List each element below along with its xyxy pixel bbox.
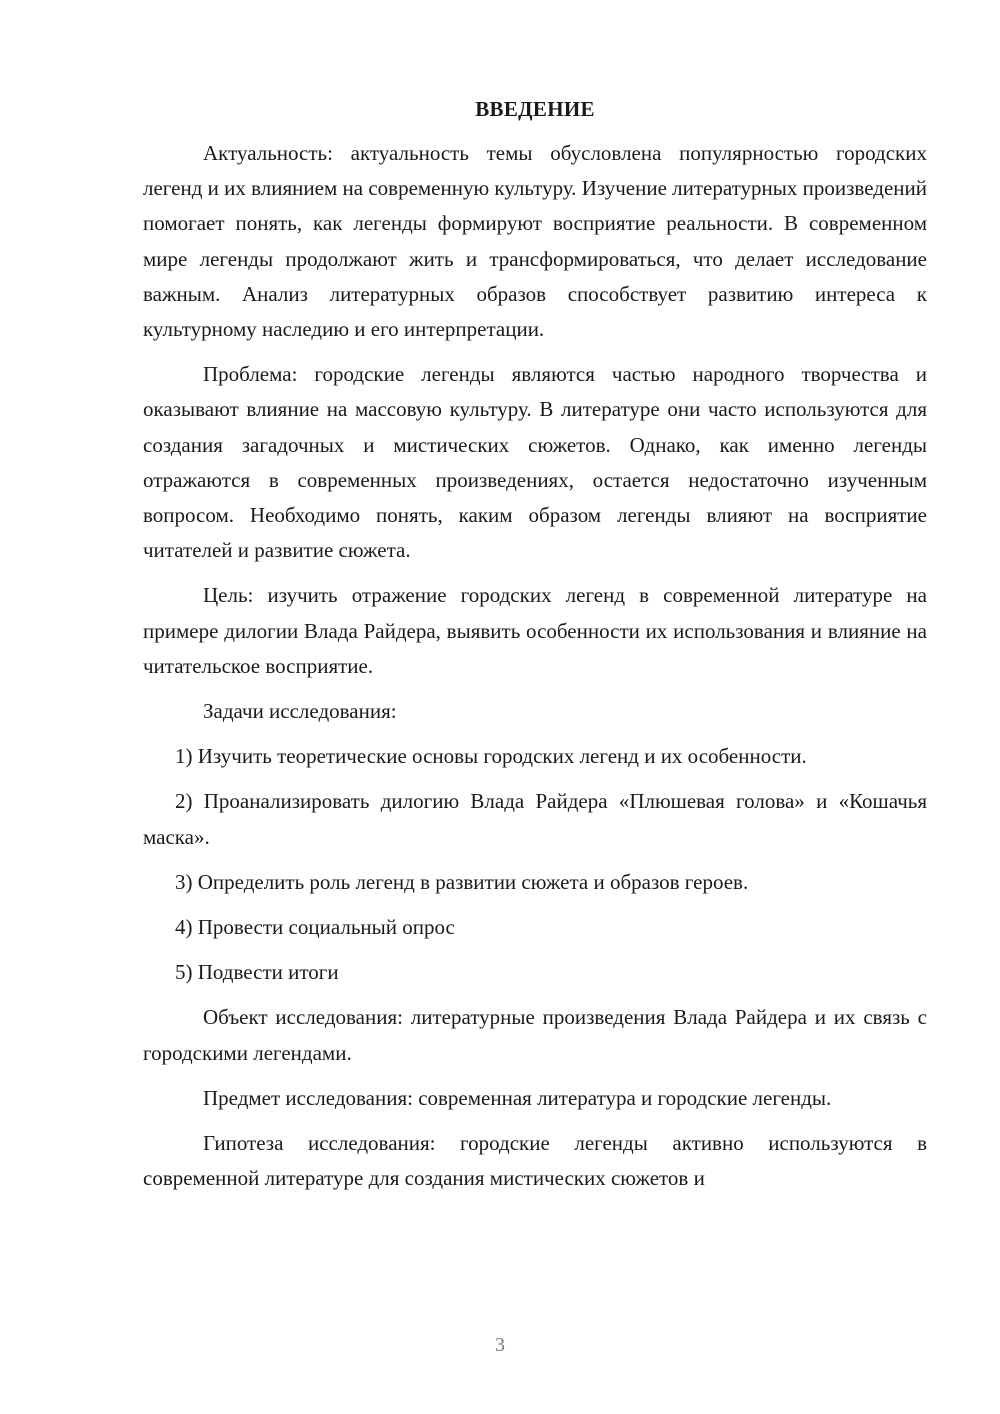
task-item: 1) Изучить теоретические основы городских легенд и их особенности. — [175, 744, 807, 769]
goal-paragraph: Цель: изучить отражение городских легенд в современной литературе на примере дилогии Влада Райдера, выявить особенности их использования и влияние на читательское восприятие. — [143, 583, 927, 678]
page-title: ВВЕДЕНИЕ — [475, 97, 595, 121]
task-item: 3) Определить роль легенд в развитии сюжета и образов героев. — [175, 869, 749, 894]
relevance-paragraph: Актуальность: актуальность темы обусловлена популярностью городских легенд и их влиянием на современную культуру. Изучение литературных произведений помогает понять, как легенды формируют восприятие реальности. В современном мире легенды продолжают жить и трансформироваться, что делает исследование важным. Анализ литературных образов способствует развитию интереса к культурному наследию и его интерпретации. — [143, 141, 927, 342]
tasks-heading: Задачи исследования: — [203, 699, 397, 724]
task-item: 4) Провести социальный опрос — [175, 915, 455, 940]
problem-paragraph: Проблема: городские легенды являются частью народного творчества и оказывают влияние на массовую культуру. В литературе они часто используются для создания загадочных и мистических сюжетов. Однако, как именно легенды отражаются в современных произведениях, остается недостаточно изученным вопросом. Необходимо понять, каким образом легенды влияют на восприятие читателей и развитие сюжета. — [143, 362, 927, 563]
object-paragraph: Объект исследования: литературные произведения Влада Райдера и их связь с городскими легендами. — [143, 1005, 927, 1065]
subject-paragraph: Предмет исследования: современная литература и городские легенды. — [203, 1085, 832, 1110]
page-number: 3 — [495, 1334, 505, 1356]
task-item: 2) Проанализировать дилогию Влада Райдера «Плюшевая голова» и «Кошачья маска». — [143, 789, 927, 849]
document-page — [143, 92, 927, 1206]
task-item: 5) Подвести итоги — [175, 960, 339, 985]
hypothesis-paragraph: Гипотеза исследования: городские легенды активно используются в современной литературе для создания мистических сюжетов и — [143, 1131, 927, 1191]
